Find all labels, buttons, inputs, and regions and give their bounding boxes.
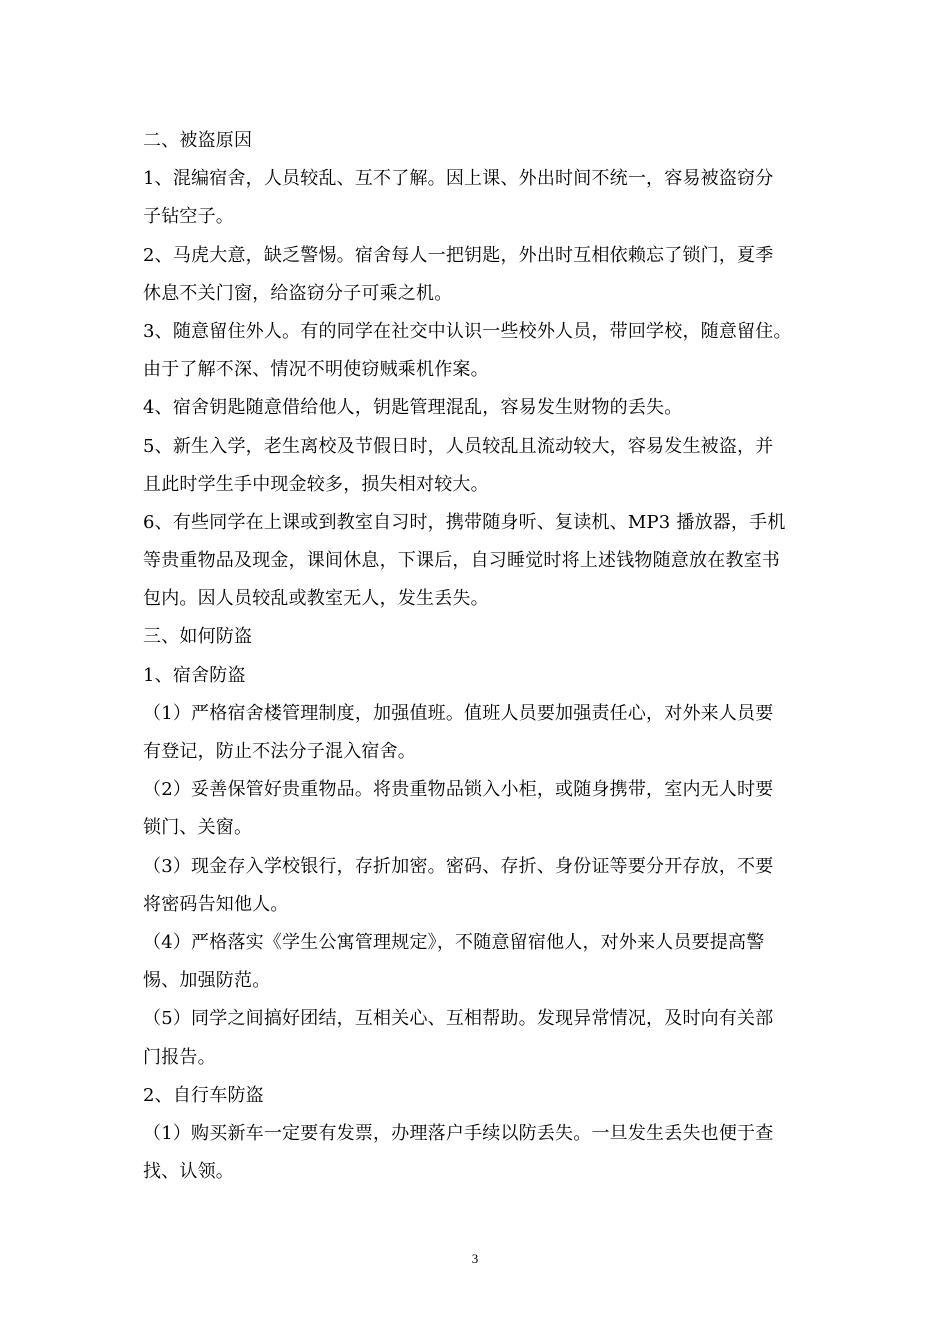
text-line: 将密码告知他人。 [143, 893, 289, 915]
text-line: 等贵重物品及现金，课间休息，下课后，自习睡觉时将上述钱物随意放在教室书 [143, 550, 780, 572]
page-number: 3 [471, 1251, 479, 1266]
text-line: 惕、加强防范。 [143, 970, 271, 992]
text-line: 找、认领。 [143, 1161, 234, 1183]
text-line: 包内。因人员较乱或教室无人，发生丢失。 [143, 588, 489, 610]
text-line: 4、宿舍钥匙随意借给他人，钥匙管理混乱，容易发生财物的丢失。 [143, 397, 683, 419]
text-line: （1）严格宿舍楼管理制度，加强值班。值班人员要加强责任心，对外来人员要 [143, 702, 774, 724]
text-line: 由于了解不深、情况不明使窃贼乘机作案。 [143, 359, 489, 381]
text-line: 门报告。 [143, 1046, 216, 1068]
text-line: （1）购买新车一定要有发票，办理落户手续以防丢失。一旦发生丢失也便于查 [143, 1122, 774, 1144]
text-line: （2）妥善保管好贵重物品。将贵重物品锁入小柜，或随身携带，室内无人时要 [143, 779, 774, 801]
text-line: 三、如何防盗 [143, 626, 253, 648]
text-line: （5）同学之间搞好团结，互相关心、互相帮助。发现异常情况，及时向有关部 [143, 1008, 774, 1030]
text-line: 休息不关门窗，给盗窃分子可乘之机。 [143, 282, 453, 304]
text-line: 有登记，防止不法分子混入宿舍。 [143, 741, 416, 762]
text-line: 6、有些同学在上课或到教室自习时，携带随身听、复读机、MP3 播放器，手机 [143, 511, 786, 533]
text-line: 子钻空子。 [143, 206, 234, 228]
body-text [143, 122, 813, 1191]
text-line: 3、随意留住外人。有的同学在社交中认识一些校外人员，带回学校，随意留住。 [143, 320, 792, 342]
text-line: 1、宿舍防盗 [143, 664, 246, 686]
text-line: 2、马虎大意，缺乏警惕。宿舍每人一把钥匙，外出时互相依赖忘了锁门，夏季 [143, 244, 774, 266]
text-line: 2、自行车防盗 [143, 1084, 264, 1106]
text-line: 5、新生入学，老生离校及节假日时，人员较乱且流动较大，容易发生被盗，并 [143, 435, 774, 457]
text-line: 1、混编宿舍，人员较乱、互不了解。因上课、外出时间不统一，容易被盗窃分 [143, 168, 774, 190]
text-line: 二、被盗原因 [143, 130, 253, 151]
text-line: （3）现金存入学校银行，存折加密。密码、存折、身份证等要分开存放，不要 [143, 855, 774, 877]
text-line: （4）严格落实《学生公寓管理规定》，不随意留宿他人，对外来人员要提高警 [143, 931, 765, 953]
text-line: 锁门、关窗。 [143, 817, 253, 839]
text-line: 且此时学生手中现金较多，损失相对较大。 [143, 473, 489, 495]
